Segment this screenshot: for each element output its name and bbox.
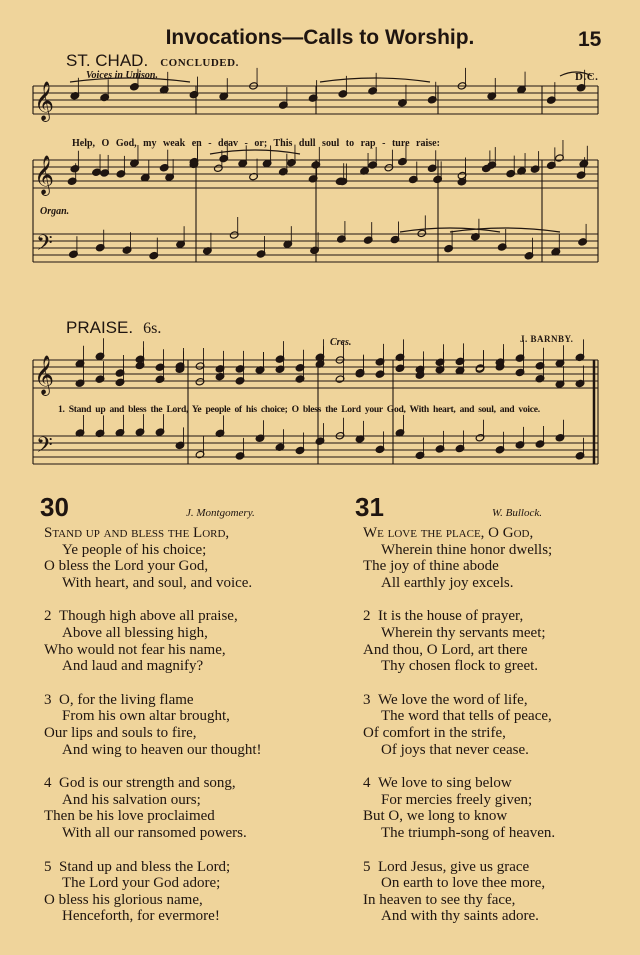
line-text: Of joys that never cease. — [381, 741, 529, 758]
stanza-line — [44, 625, 262, 642]
initial-capital: W — [363, 525, 378, 541]
stanza-line — [363, 892, 555, 909]
line-text: It is the house of prayer, — [378, 608, 524, 625]
stanza-line — [363, 825, 555, 842]
stanza-line — [44, 608, 262, 625]
stanza-number: 3 — [44, 691, 52, 708]
tune1-note: CONCLUDED. — [160, 57, 239, 69]
line-text: For mercies freely given; — [381, 791, 533, 808]
line-text: Thy chosen flock to greet. — [381, 658, 539, 675]
stanza — [363, 608, 555, 674]
stanza-line — [363, 692, 555, 709]
stanza-line — [44, 725, 262, 742]
treble-clef: 𝄞 — [34, 355, 55, 395]
line-text: In heaven to see thy face, — [363, 891, 516, 908]
stanza — [363, 692, 555, 758]
stanza-line — [363, 808, 555, 825]
tune1-dc: D.C. — [575, 71, 599, 83]
stanza-line — [363, 525, 555, 542]
line-text: Wherein thine honor dwells; — [381, 541, 553, 558]
stanza-number: 2 — [44, 608, 52, 625]
line-text: Lord Jesus, give us grace — [378, 858, 530, 875]
stanza-number: 4 — [363, 775, 371, 792]
tune2-composer: J. BARNBY. — [520, 334, 574, 344]
stanza — [44, 525, 262, 591]
tune2-lyrics: 1. Stand up and bless the Lord, Ye people of his choice; O bless the Lord your God, With heart, and soul, and voice. — [58, 404, 540, 415]
stanza-line — [44, 892, 262, 909]
line-text: The Lord your God adore; — [62, 875, 221, 892]
line-text: God is our strength and song, — [59, 775, 236, 792]
stanza-line — [363, 658, 555, 675]
initial-capital: S — [44, 525, 53, 541]
line-text: And laud and magnify? — [62, 658, 204, 675]
first-line-rest: e love the place, O God, — [377, 525, 534, 541]
line-text: Our lips and souls to fire, — [44, 724, 197, 741]
line-text: Ye people of his choice; — [62, 541, 207, 558]
slur — [70, 78, 190, 82]
slur — [320, 78, 430, 82]
stanza-line — [44, 692, 262, 709]
stanza-line — [363, 875, 555, 892]
tune2-meter: 6s. — [143, 320, 162, 337]
line-text: The triumph-song of heaven. — [381, 824, 556, 841]
stanza-line — [363, 625, 555, 642]
hymn-31-author: W. Bullock. — [492, 507, 542, 519]
stanza-line — [44, 859, 262, 876]
line-text: With heart, and soul, and voice. — [62, 574, 253, 591]
line-text: We love to sing below — [378, 775, 512, 792]
stanza-line — [44, 792, 262, 809]
page-title: Invocations—Calls to Worship. — [165, 26, 475, 49]
stanza-line — [363, 792, 555, 809]
line-text: Though high above all praise, — [59, 608, 238, 625]
hymn-30-number: 30 — [40, 492, 69, 522]
line-text: O bless his glorious name, — [44, 891, 203, 908]
line-text: Who would not fear his name, — [44, 641, 226, 658]
bass-clef: 𝄢 — [36, 433, 53, 463]
line-text: Wherein thy servants meet; — [381, 624, 546, 641]
stanza-line — [363, 908, 555, 925]
tune1-organ-label: Organ. — [40, 206, 70, 217]
first-line-rest: tand up and bless the Lord, — [52, 525, 230, 541]
line-text: Above all blessing high, — [62, 624, 208, 641]
stanza-line — [44, 808, 262, 825]
tune2-cres: Cres. — [330, 337, 352, 348]
line-text: Henceforth, for evermore! — [62, 908, 220, 925]
stanza-line — [44, 658, 262, 675]
line-text: And thou, O Lord, art there — [363, 641, 528, 658]
tune2-name: PRAISE. — [66, 318, 134, 337]
stanza — [44, 859, 262, 925]
stanza-line — [44, 575, 262, 592]
line-text: We love the word of life, — [378, 691, 528, 708]
stanza-line — [363, 608, 555, 625]
slur — [210, 150, 300, 154]
treble-clef: 𝄞 — [34, 155, 55, 195]
stanza — [44, 608, 262, 674]
stanza-line — [44, 708, 262, 725]
stanza-line — [44, 525, 262, 542]
stanza-line — [363, 742, 555, 759]
line-text: Then be his love proclaimed — [44, 808, 215, 825]
line-text: From his own altar brought, — [62, 708, 230, 725]
line-text: With all our ransomed powers. — [62, 824, 247, 841]
line-text: Stand up and bless the Lord; — [59, 858, 231, 875]
treble-clef: 𝄞 — [34, 81, 55, 121]
stanza-line — [44, 558, 262, 575]
stanza-line — [44, 875, 262, 892]
stanza — [363, 525, 555, 591]
stanza-line — [44, 825, 262, 842]
stanza-line — [44, 542, 262, 559]
hymn-31-text — [363, 525, 555, 925]
stanza-line — [44, 642, 262, 659]
stanza-line — [44, 908, 262, 925]
bass-clef: 𝄢 — [36, 231, 53, 261]
line-text: And wing to heaven our thought! — [62, 741, 262, 758]
stanza-line — [363, 558, 555, 575]
stanza-number: 2 — [363, 608, 371, 625]
tune1-name: ST. CHAD. — [66, 51, 149, 70]
stanza-number: 4 — [44, 775, 52, 792]
page-number: 15 — [578, 28, 602, 51]
line-text: The joy of thine abode — [363, 558, 499, 575]
stanza-line — [44, 775, 262, 792]
stanza — [44, 692, 262, 758]
hymn-30-text — [44, 525, 262, 925]
line-text: The word that tells of peace, — [381, 708, 552, 725]
stanza-number: 3 — [363, 691, 371, 708]
stanza-line — [363, 708, 555, 725]
tune1-lyrics: Help, O God, my weak en - deav - or; This dull soul to rap - ture raise: — [72, 138, 440, 149]
stanza-line — [44, 742, 262, 759]
line-text: O, for the living flame — [59, 691, 194, 708]
stanza-line — [363, 575, 555, 592]
stanza-line — [363, 859, 555, 876]
stanza-number: 5 — [44, 858, 52, 875]
line-text: On earth to love thee more, — [381, 875, 546, 892]
stanza-line — [363, 642, 555, 659]
line-text: O bless the Lord your God, — [44, 558, 209, 575]
stanza-number: 5 — [363, 858, 371, 875]
stanza — [363, 775, 555, 841]
stanza — [44, 775, 262, 841]
line-text: All earthly joy excels. — [381, 574, 514, 591]
line-text: And with thy saints adore. — [381, 908, 539, 925]
hymn-31-number: 31 — [355, 492, 384, 522]
tune1-direction: Voices in Unison. — [86, 70, 158, 81]
line-text: Of comfort in the strife, — [363, 724, 506, 741]
stanza — [363, 859, 555, 925]
slur — [560, 72, 592, 76]
stanza-line — [363, 725, 555, 742]
stanza-line — [363, 542, 555, 559]
hymn-30-author: J. Montgomery. — [186, 507, 255, 519]
line-text: And his salvation ours; — [62, 791, 201, 808]
line-text: But O, we long to know — [363, 808, 508, 825]
stanza-line — [363, 775, 555, 792]
